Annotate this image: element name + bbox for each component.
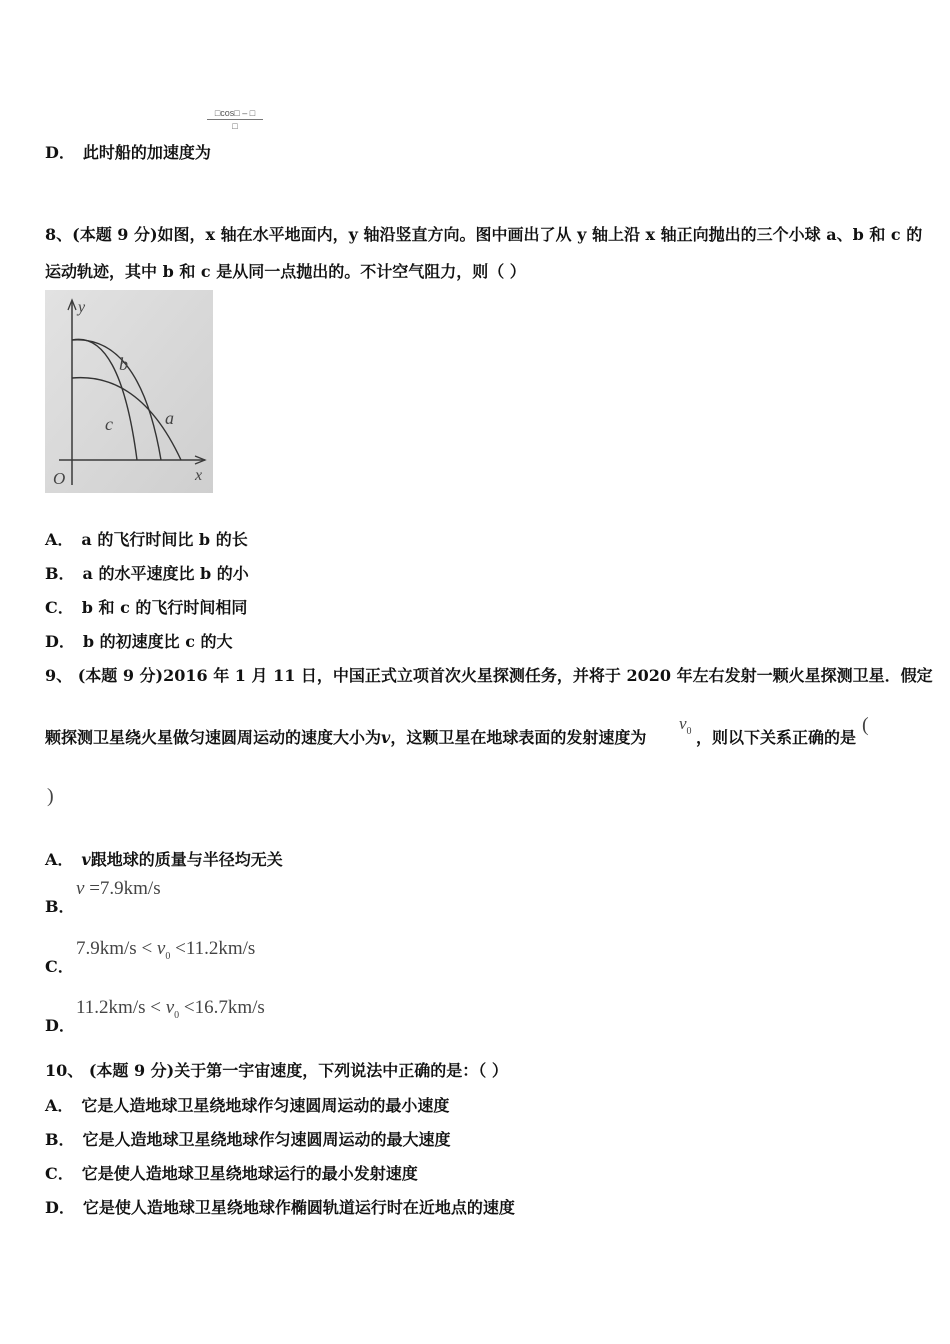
stem-close-paren: ) xyxy=(47,785,54,807)
option-label: A． xyxy=(45,1096,74,1115)
stem-text-b: ，这颗卫星在地球表面的发射速度为 xyxy=(390,728,647,747)
stem-text-c: ，则以下关系正确的是 xyxy=(696,728,857,747)
option-text: 它是使人造地球卫星绕地球运行的最小发射速度 xyxy=(81,1164,418,1183)
q9-option-b-label: B． xyxy=(45,897,75,916)
q9-option-c-label: C． xyxy=(45,957,74,976)
q8-option-c xyxy=(45,595,247,618)
option-var: v xyxy=(81,850,91,869)
fraction-denominator: □ xyxy=(232,121,238,131)
stem-v0-symbol: $v_0$ xyxy=(679,714,692,737)
option-label: B． xyxy=(45,1130,75,1149)
option-label: D． xyxy=(45,1198,75,1217)
option-text: 此时船的加速度为 xyxy=(82,143,211,162)
option-text: b 的初速度比 c 的大 xyxy=(82,632,233,651)
option-label: C． xyxy=(45,598,74,617)
stem-var-v: v xyxy=(381,728,391,747)
acceleration-fraction xyxy=(207,108,263,131)
curve-b-label: b xyxy=(119,354,128,374)
q9-option-a xyxy=(45,847,283,870)
q9-option-b-expr: v =7.9km/s xyxy=(76,878,161,899)
option-label: D． xyxy=(45,143,75,162)
trajectory-figure xyxy=(45,290,213,493)
option-label: A． xyxy=(45,850,74,869)
stem-text-a: 颗探测卫星绕火星做匀速圆周运动的速度大小为 xyxy=(45,728,382,747)
option-text: 它是使人造地球卫星绕地球作椭圆轨道运行时在近地点的速度 xyxy=(82,1198,515,1217)
stem-open-paren: ( xyxy=(862,714,869,736)
q9-stem-line2 xyxy=(45,725,646,748)
q7-option-d xyxy=(45,140,211,163)
q8-option-a xyxy=(45,527,248,550)
figure-background xyxy=(45,290,213,493)
option-text: 它是人造地球卫星绕地球作匀速圆周运动的最大速度 xyxy=(82,1130,451,1149)
option-text: a 的水平速度比 b 的小 xyxy=(82,564,249,583)
x-axis-label: x xyxy=(195,467,203,484)
option-label: A． xyxy=(45,530,74,549)
q10-option-d xyxy=(45,1195,515,1218)
q9-option-d-expr: $11.2km/s < v_0 <16.7km/s$ xyxy=(76,997,265,1021)
option-text: a 的飞行时间比 b 的长 xyxy=(81,530,248,549)
option-label: B． xyxy=(45,564,75,583)
option-label: C． xyxy=(45,1164,74,1183)
fraction-numerator: □cos□ – □ xyxy=(207,108,263,120)
q8-stem-line2: 运动轨迹，其中 b 和 c 是从同一点抛出的。不计空气阻力，则（ ） xyxy=(45,262,526,281)
q10-option-c xyxy=(45,1161,418,1184)
q8-option-d xyxy=(45,629,233,652)
q9-stem-line1: 9、 (本题 9 分)2016 年 1 月 11 日，中国正式立项首次火星探测任务，并将于 2020 年左右发射一颗火星探测卫星．假定 xyxy=(45,666,933,685)
y-axis-label: y xyxy=(78,299,86,316)
curve-c-label: c xyxy=(105,414,113,434)
q8-option-b xyxy=(45,561,249,584)
q10-option-b xyxy=(45,1127,451,1150)
curve-a-label: a xyxy=(165,408,174,428)
q9-option-d-label: D． xyxy=(45,1016,75,1035)
q8-stem-line1: 8、(本题 9 分)如图，x 轴在水平地面内，y 轴沿竖直方向。图中画出了从 y 轴上沿 x 轴正向抛出的三个小球 a、b 和 c 的 xyxy=(45,225,923,244)
option-text: 跟地球的质量与半径均无关 xyxy=(90,850,283,869)
option-text: 它是人造地球卫星绕地球作匀速圆周运动的最小速度 xyxy=(81,1096,450,1115)
q10-stem: 10、 (本题 9 分)关于第一宇宙速度，下列说法中正确的是：（ ） xyxy=(45,1061,508,1080)
q10-option-a xyxy=(45,1093,449,1116)
option-label: D． xyxy=(45,632,75,651)
option-text: b 和 c 的飞行时间相同 xyxy=(81,598,248,617)
origin-label: O xyxy=(53,469,66,488)
q9-option-c-expr: $7.9km/s < v_0 <11.2km/s$ xyxy=(76,938,256,962)
